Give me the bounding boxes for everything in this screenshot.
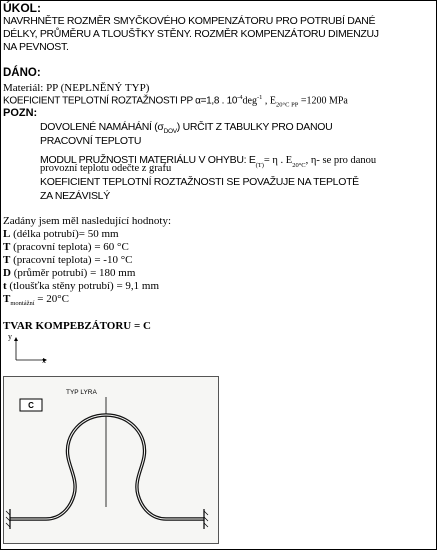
value-text: (tloušťka stěny potrubí) = 9,1 mm — [6, 280, 160, 292]
note-3a: KOEFICIENT TEPLOTNÍ ROZTAŽNOSTI SE POVAŽUJE NA TEPLOTĚ — [40, 176, 359, 188]
pipe-outer — [10, 415, 204, 519]
figure-box-label: C — [28, 401, 34, 410]
value-symbol: T — [3, 293, 11, 305]
note-2a-sub: (T) — [255, 162, 264, 170]
value-symbol: T — [3, 254, 11, 266]
task-heading: ÚKOL: — [3, 1, 41, 15]
compensator-drawing — [3, 376, 219, 544]
note-3b: ZA NEZÁVISLÝ — [40, 190, 110, 202]
figure-type-label: TYP LYRA — [66, 389, 97, 396]
value-symbol: L — [3, 228, 11, 240]
axis-x-label: x — [42, 356, 46, 365]
note-1a-end: ) URČIT Z TABULKY PRO DANOU — [176, 121, 333, 133]
note-2a-end: , η- se pro danou — [305, 155, 377, 166]
note-2a-caps: MODUL PRUŽNOSTI MATERIÁLU V OHYBU: E — [40, 154, 256, 166]
e-value: =1200 MPa — [298, 95, 348, 107]
e-sub: 20°C PP — [276, 101, 299, 109]
note-2a-sub2: 20°C — [292, 162, 306, 170]
task-line-3: NA PEVNOST. — [3, 41, 69, 53]
value-symbol: D — [3, 267, 11, 279]
coef-unit-exp: -1 — [256, 94, 263, 101]
coef-label: KOEFICIENT TEPLOTNÍ ROZTAŽNOSTI PP α=1,8 . 10 — [3, 95, 238, 107]
given-heading: DÁNO: — [3, 67, 41, 79]
value-row — [3, 267, 135, 279]
lyre-compensator-figure — [4, 377, 219, 544]
value-row — [3, 241, 129, 253]
value-row — [3, 228, 119, 240]
note-2b: provozní teplotu odečte z grafu — [40, 163, 172, 174]
coef-unit: deg — [242, 95, 257, 107]
note-1a-text: DOVOLENÉ NAMÁHÁNÍ (σ — [40, 121, 164, 133]
value-text: (délka potrubí)= 50 mm — [10, 228, 119, 240]
pipe-inner — [10, 415, 204, 519]
value-row — [3, 254, 132, 266]
value-text: (průměr potrubí) = 180 mm — [10, 267, 136, 279]
note-2a-mid: = η . E — [263, 155, 293, 166]
coef-exp: -4 — [237, 94, 243, 101]
value-text: (pracovní teplota) = -10 °C — [10, 254, 133, 266]
shape-title: TVAR KOMPEBZÁTORU = C — [3, 320, 151, 332]
task-line-1: NAVRHNĚTE ROZMĚR SMYČKOVÉHO KOMPENZÁTORU PRO POTRUBÍ DANÉ — [3, 15, 376, 27]
value-symbol: T — [3, 241, 11, 253]
coefficient-line — [3, 94, 348, 108]
value-row — [3, 293, 69, 307]
value-sub: montážní — [10, 300, 35, 308]
value-symbol: t — [3, 280, 7, 292]
value-row — [3, 280, 159, 292]
value-text: = 20°C — [34, 293, 69, 305]
note-heading: POZN: — [3, 107, 38, 119]
note-1b: PRACOVNÍ TEPLOTU — [40, 135, 142, 147]
axis-y-label: y — [8, 332, 12, 341]
values-intro: Zadány jsem měl nasledující hodnoty: — [3, 215, 172, 227]
value-text: (pracovní teplota) = 60 °C — [10, 241, 129, 253]
material-line: Materiál: PP (NEPLNĚNÝ TYP) — [3, 82, 150, 94]
e-label: , E — [262, 95, 277, 107]
note-1a-sub: DOV — [163, 128, 177, 136]
note-1a — [40, 121, 332, 135]
task-line-2: DÉLKY, PRŮMĚRU A TLOUŠŤKY STĚNY. ROZMĚR KOMPENZÁTORU DIMENZUJ — [3, 28, 379, 40]
